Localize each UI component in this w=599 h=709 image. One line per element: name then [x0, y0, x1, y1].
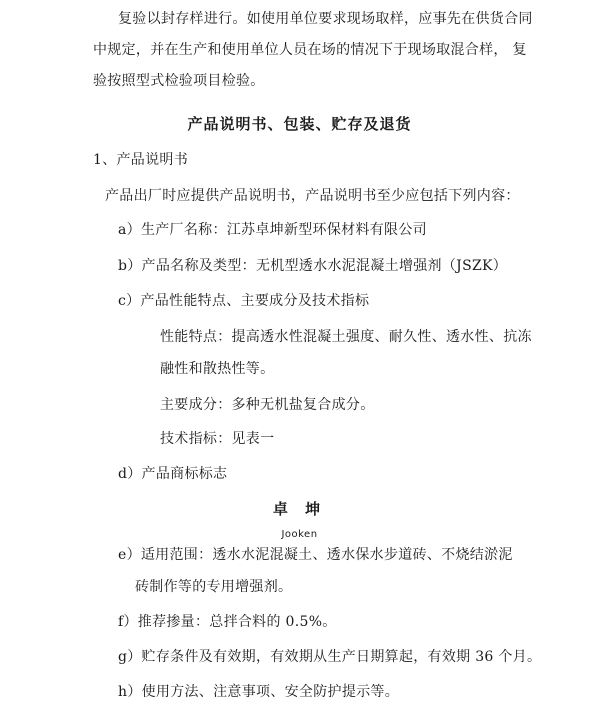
intro-line-3: 验按照型式检验项目检验。: [93, 73, 265, 89]
list-item-d: d）产品商标标志: [118, 466, 228, 482]
brand-name-en: Jooken: [281, 529, 318, 540]
subsection-title: 1、产品说明书: [93, 152, 189, 168]
list-item-e-line-2: 砖制作等的专用增强剂。: [135, 579, 293, 595]
list-item-f: f）推荐掺量：总拌合料的 0.5%。: [118, 614, 337, 630]
performance-line-1: 性能特点：提高透水性混凝土强度、耐久性、透水性、抗冻: [160, 329, 532, 345]
main-components: 主要成分：多种无机盐复合成分。: [160, 397, 375, 413]
list-item-e-line-1: e）适用范围：透水水泥混凝土、透水保水步道砖、不烧结淤泥: [118, 547, 513, 563]
intro-line-1: 复验以封存样进行。如使用单位要求现场取样，应事先在供货合同: [118, 11, 533, 27]
section-title: 产品说明书、包装、贮存及退货: [187, 115, 412, 133]
performance-line-2: 融性和散热性等。: [160, 361, 275, 377]
list-item-h: h）使用方法、注意事项、安全防护提示等。: [118, 684, 400, 700]
list-item-b: b）产品名称及类型：无机型透水水泥混凝土增强剂（JSZK）: [118, 258, 508, 274]
brand-name-cn: 卓 坤: [272, 500, 327, 518]
technical-indicators: 技术指标：见表一: [160, 431, 275, 447]
list-item-a: a）生产厂名称：江苏卓坤新型环保材料有限公司: [118, 222, 427, 238]
lead-paragraph: 产品出厂时应提供产品说明书，产品说明书至少应包括下列内容：: [105, 188, 520, 204]
list-item-c: c）产品性能特点、主要成分及技术指标: [118, 293, 370, 309]
list-item-g: g）贮存条件及有效期，有效期从生产日期算起，有效期 36 个月。: [118, 649, 542, 665]
intro-line-2: 中规定，并在生产和使用单位人员在场的情况下于现场取混合样， 复: [93, 42, 527, 58]
